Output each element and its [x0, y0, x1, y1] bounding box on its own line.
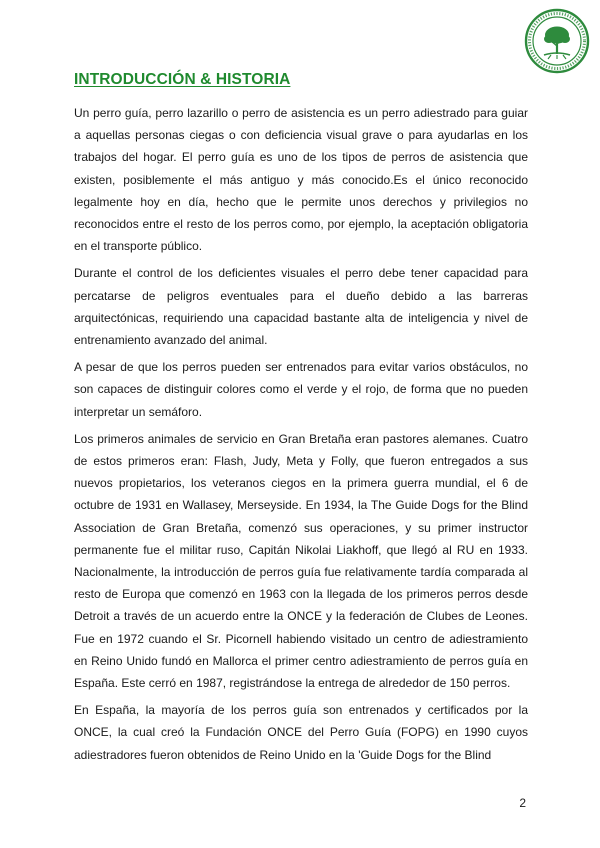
paragraph-colors: A pesar de que los perros pueden ser entrenados para evitar varios obstáculos, no son capaces de distinguir colores como el verde y el rojo, de forma que no pueden interpretar un semáforo.: [74, 360, 528, 419]
body-text: [74, 102, 528, 771]
paragraph-history: Los primeros animales de servicio en Gran Bretaña eran pastores alemanes. Cuatro de estos primeros eran: Flash, Judy, Meta y Folly, que fueron entregados a sus nuevos propietarios, los veteranos ciegos en la primera guerra mundial, el 6 de octubre de 1931 en Wallasey, Merseyside. En 1934, la The Guide Dogs for the Blind Association de Gran Bretaña, comenzó sus operaciones, y su primer instructor permanente fue el militar ruso, Capitán Nikolai Liakhoff, que llegó al RU en 1933. Nacionalmente, la introducción de perros guía fue relativamente tardía comparada al resto de Europa que comenzó en 1963 con la llegada de los primeros perros desde Detroit a través de un acuerdo entre la ONCE y la federación de Clubes de Leones. Fue en 1972 cuando el Sr. Picornell habiendo visitado un centro de adiestramiento en Reino Unido fundó en Mallorca el primer centro adiestramiento de perros guía en España. Este cerró en 1987, registrándose la entrega de alrededor de 150 perros.: [74, 431, 528, 691]
page-number: 2: [519, 796, 526, 810]
paragraph-intro: Un perro guía, perro lazarillo o perro de asistencia es un perro adiestrado para guiar a aquellas personas ciegas o con deficiencia visual grave o para ayudarlas en los trabajos del hogar. El perro guía es uno de los tipos de perros de asistencia que existen, posiblemente el más antiguo y más conocido.Es el único reconocido legalmente hoy en día, hecho que le permite unos derechos y privilegios no reconocidos entre el resto de los perros como, por ejemplo, la aceptación obligatoria en el transporte público.: [74, 106, 528, 254]
tree-seal-icon: [524, 8, 590, 74]
paragraph-control: Durante el control de los deficientes visuales el perro debe tener capacidad para percatarse de peligros eventuales para el dueño debido a las barreras arquitectónicas, requiriendo una capacidad bastante alta de inteligencia y nivel de entrenamiento avanzado del animal.: [74, 266, 528, 348]
paragraph-spain: En España, la mayoría de los perros guía son entrenados y certificados por la ONCE, la cual creó la Fundación ONCE del Perro Guía (FOPG) en 1990 cuyos adiestradores fueron obtenidos de Reino Unido en la 'Guide Dogs for the Blind: [74, 703, 528, 762]
page-title: INTRODUCCIÓN & HISTORIA: [74, 71, 291, 88]
